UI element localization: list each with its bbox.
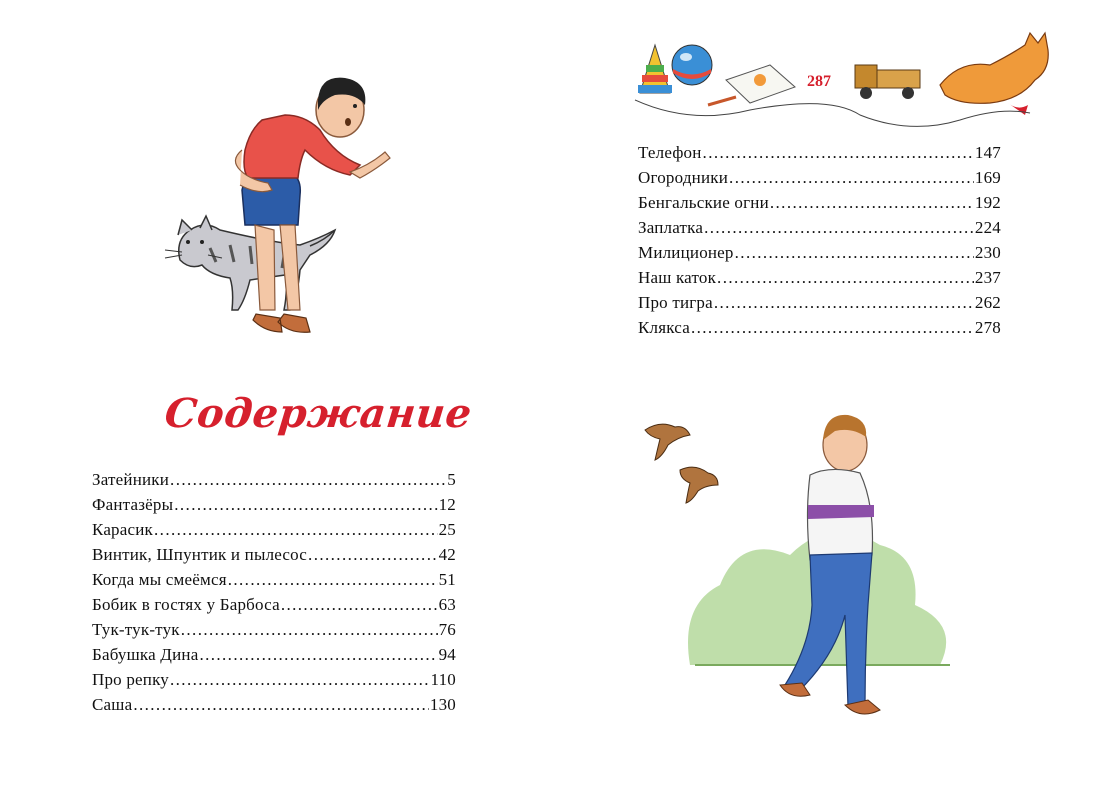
toc-entry-title: Заплатка — [638, 218, 704, 237]
toc-entry-page: 76 — [438, 620, 456, 639]
toc-leader-dots — [308, 542, 438, 567]
toc-leader-dots — [199, 642, 437, 667]
toc-entry-title: Про репку — [92, 670, 169, 689]
bird-2 — [680, 467, 718, 503]
truck-toy — [855, 65, 920, 99]
toc-entry-title: Винтик, Шпунтик и пылесос — [92, 545, 308, 564]
cat-figure — [165, 216, 335, 310]
toc-entry-page: 224 — [974, 218, 1001, 237]
toc-leader-dots — [729, 165, 974, 190]
toc-entry-title: Бенгальские огни — [638, 193, 769, 212]
toc-leader-dots — [181, 617, 438, 642]
toc-leader-dots — [281, 592, 438, 617]
toc-leader-dots — [717, 265, 974, 290]
toc-entry-title: Бобик в гостях у Барбоса — [92, 595, 280, 614]
toc-entry[interactable] — [638, 290, 1001, 315]
toc-entry-title: Милиционер — [638, 243, 734, 262]
toc-entry-page: 12 — [438, 495, 456, 514]
cat-toy — [940, 33, 1048, 115]
toc-leader-dots — [170, 467, 446, 492]
toc-entry[interactable] — [92, 492, 456, 517]
toc-entry-title: Тук-тук-тук — [92, 620, 180, 639]
toc-entry[interactable] — [638, 240, 1001, 265]
toc-leader-dots — [770, 190, 974, 215]
toc-entry[interactable] — [638, 315, 1001, 340]
toc-entry-page: 110 — [430, 670, 456, 689]
toc-entry[interactable] — [92, 592, 456, 617]
toc-entry-title: Фантазёры — [92, 495, 174, 514]
toc-leader-dots — [133, 692, 429, 717]
toc-leader-dots — [154, 517, 438, 542]
toc-entry[interactable] — [92, 642, 456, 667]
toc-leader-dots — [170, 667, 430, 692]
toc-entry[interactable] — [638, 215, 1001, 240]
pyramid-toy — [638, 45, 672, 93]
toc-entry-page: 147 — [974, 143, 1001, 162]
toc-leader-dots — [228, 567, 438, 592]
toc-leader-dots — [691, 315, 974, 340]
toc-entry-page: 42 — [438, 545, 456, 564]
toc-entry[interactable] — [92, 542, 456, 567]
toc-entry-title: Клякса — [638, 318, 690, 337]
toc-entry-page: 5 — [447, 470, 456, 489]
toc-entry[interactable] — [638, 165, 1001, 190]
toc-entry-title: Карасик — [92, 520, 154, 539]
toc-heading: Содержание — [162, 390, 475, 437]
toc-entry-page: 63 — [438, 595, 456, 614]
toc-leader-dots — [703, 140, 974, 165]
toc-entry[interactable] — [92, 692, 456, 717]
toc-entry-page: 51 — [438, 570, 456, 589]
toc-entry-title: Про тигра — [638, 293, 713, 312]
toc-entry-page: 94 — [438, 645, 456, 664]
toc-entry-title: Бабушка Дина — [92, 645, 199, 664]
toys-header-illustration — [630, 25, 1055, 130]
toc-list-left — [92, 467, 456, 717]
toc-entry[interactable] — [92, 517, 456, 542]
toc-entry[interactable] — [638, 190, 1001, 215]
toc-entry-title: Наш каток — [638, 268, 717, 287]
walking-boy-illustration — [640, 405, 980, 735]
toc-list-right — [638, 140, 1001, 340]
toc-entry-title: Саша — [92, 695, 133, 714]
toc-entry-page: 169 — [974, 168, 1001, 187]
boy-figure — [235, 78, 390, 333]
toc-entry-page: 278 — [974, 318, 1001, 337]
toc-entry-title: Телефон — [638, 143, 702, 162]
toc-entry-title: Когда мы смеёмся — [92, 570, 227, 589]
toc-entry-page: 130 — [429, 695, 456, 714]
toc-entry-page: 25 — [438, 520, 456, 539]
ball-toy — [672, 45, 712, 85]
toc-leader-dots — [704, 215, 974, 240]
drawing-pad — [708, 65, 795, 105]
toc-entry-page: 230 — [974, 243, 1001, 262]
right-page — [550, 0, 1100, 810]
toc-entry-page: 192 — [974, 193, 1001, 212]
toc-entry-title: Огородники — [638, 168, 729, 187]
toc-entry[interactable] — [92, 617, 456, 642]
toc-leader-dots — [714, 290, 974, 315]
boy-with-cat-illustration — [150, 70, 420, 350]
toc-entry-title: Затейники — [92, 470, 170, 489]
toc-entry[interactable] — [638, 140, 1001, 165]
toc-entry-page: 237 — [974, 268, 1001, 287]
toc-entry[interactable] — [92, 467, 456, 492]
page-number: 287 — [807, 73, 831, 90]
toc-entry[interactable] — [638, 265, 1001, 290]
toc-entry-page: 262 — [974, 293, 1001, 312]
toc-entry[interactable] — [92, 567, 456, 592]
toc-leader-dots — [174, 492, 437, 517]
toc-entry[interactable] — [92, 667, 456, 692]
toc-leader-dots — [735, 240, 974, 265]
bird-1 — [645, 424, 690, 460]
